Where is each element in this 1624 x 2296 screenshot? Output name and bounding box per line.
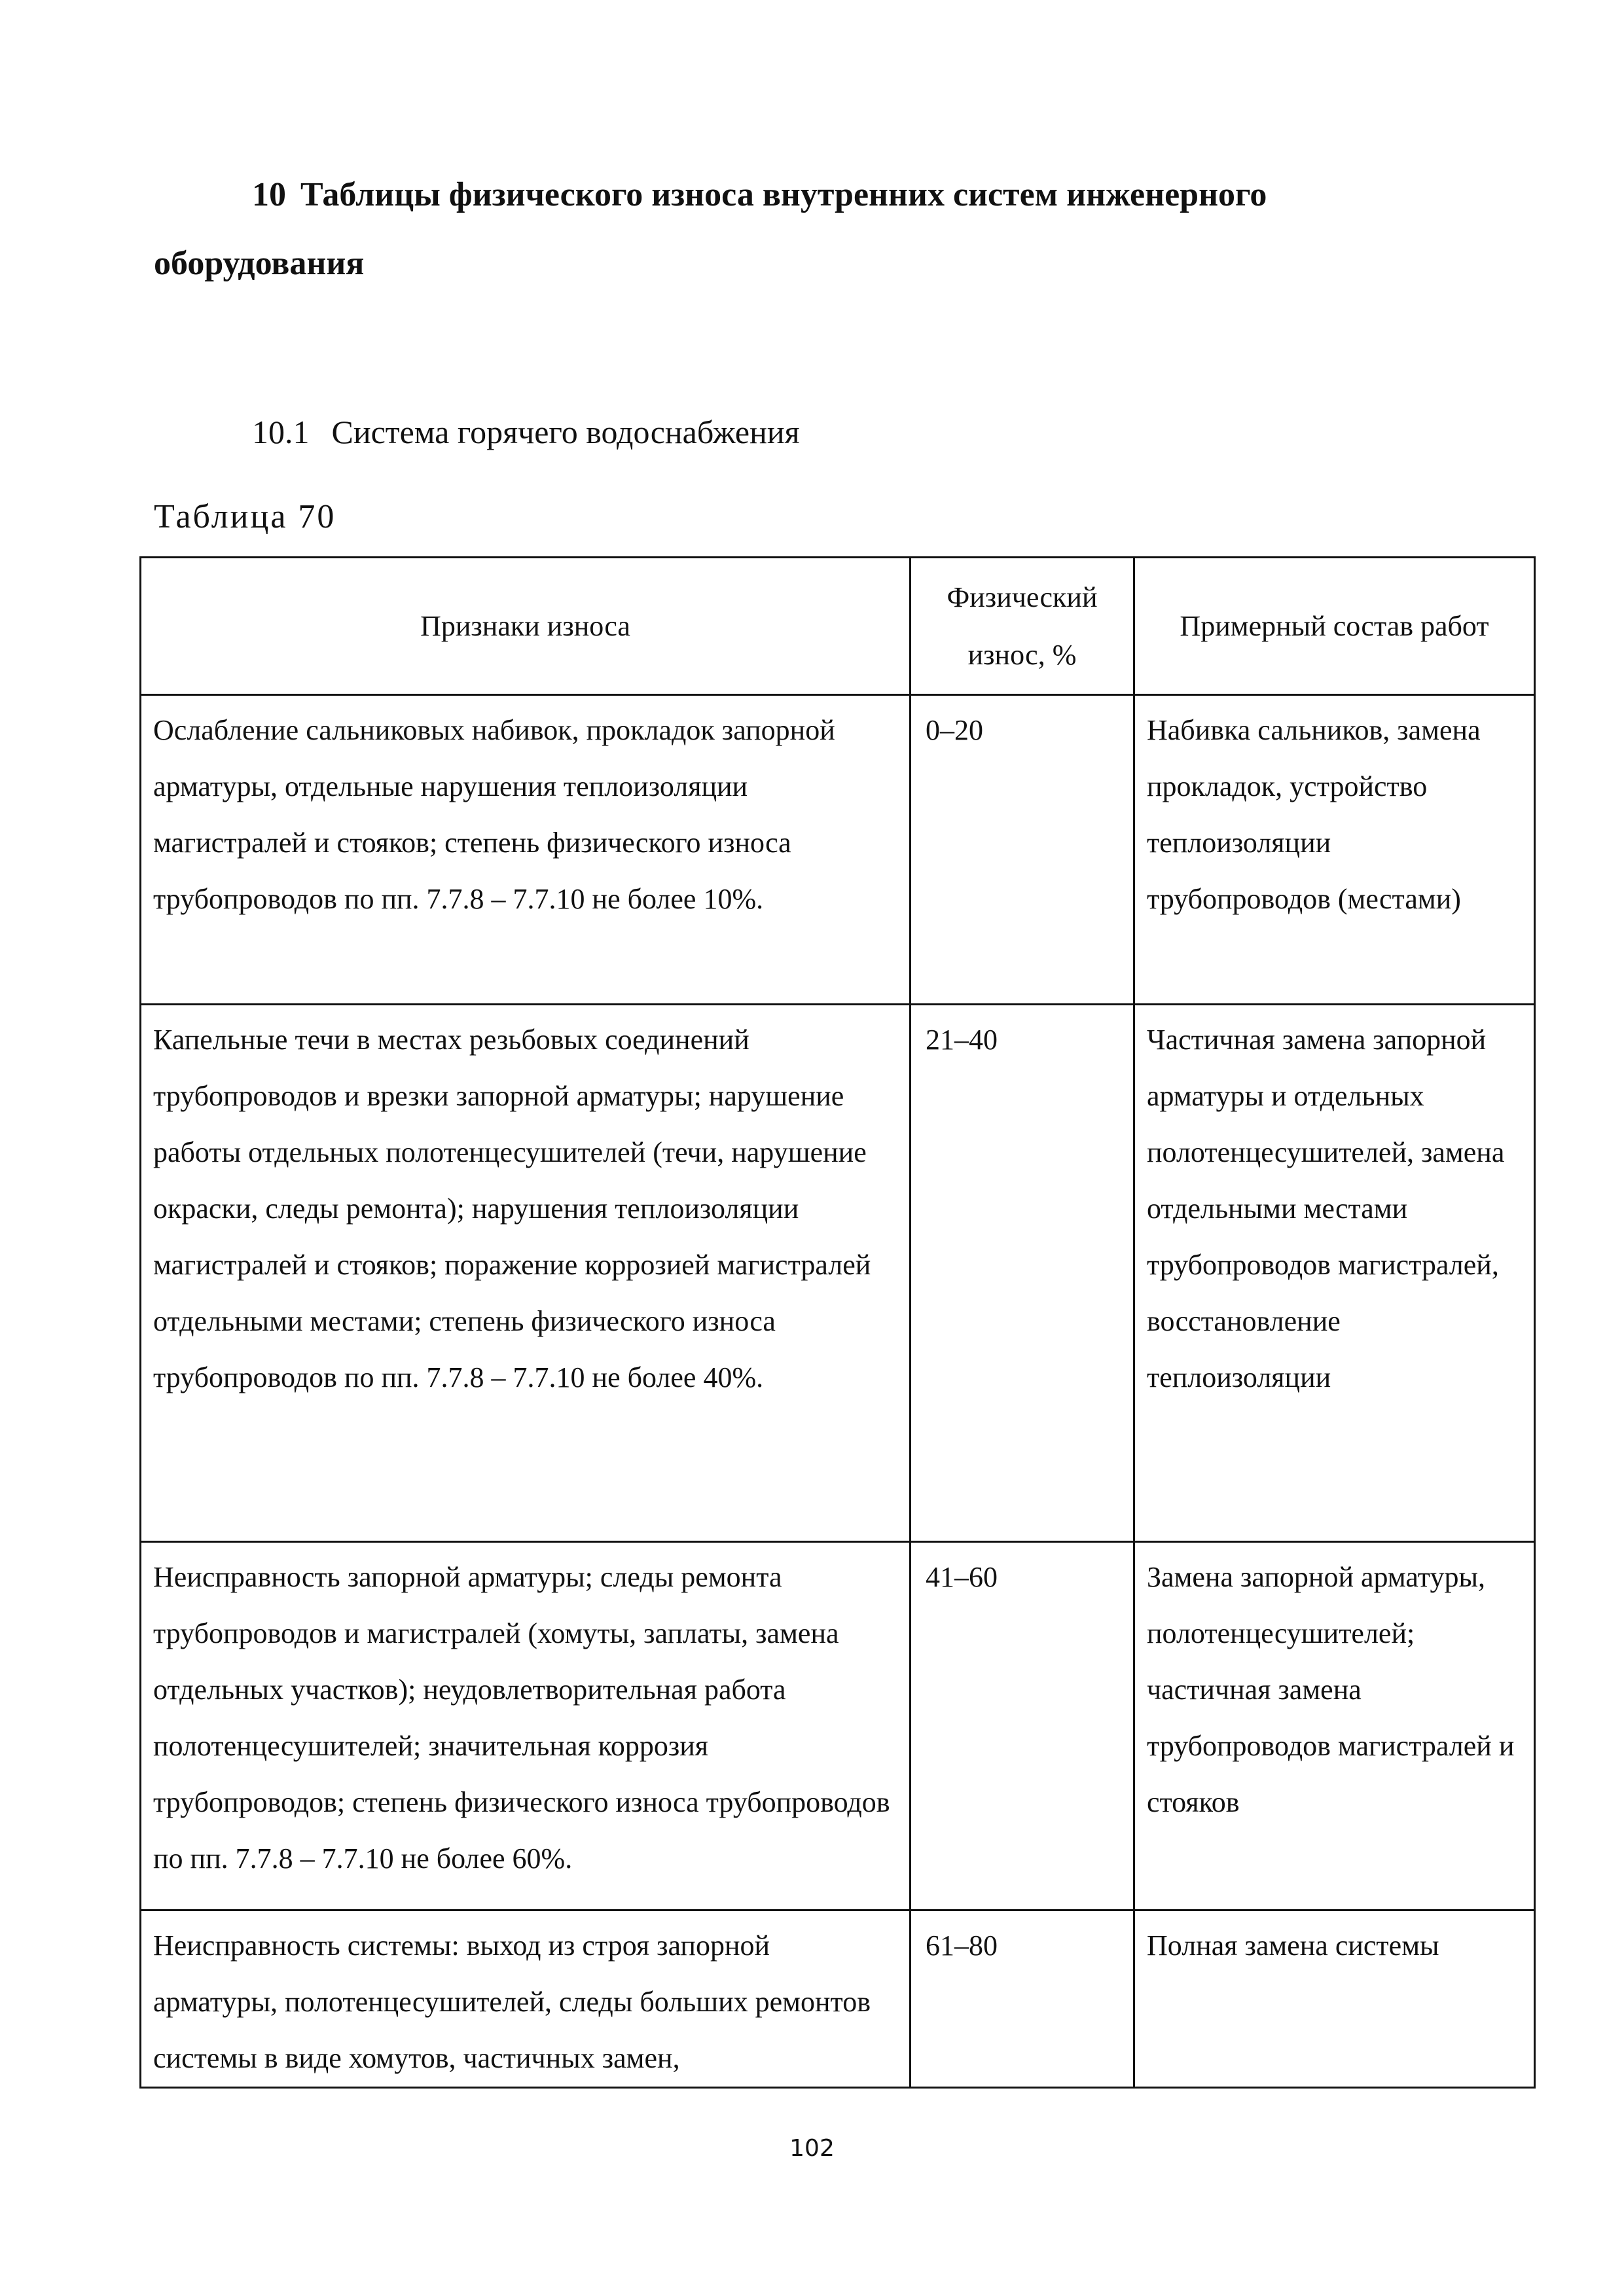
section-heading-line-1 [154, 160, 1463, 229]
page-number: 102 [789, 2135, 835, 2162]
cell-works: Набивка сальников, замена прокладок, устройство теплоизоляции трубопроводов (местами) [1134, 695, 1535, 1005]
cell-wear: 0–20 [911, 695, 1134, 1005]
section-title-part-2: оборудования [154, 245, 365, 282]
wear-table [139, 556, 1536, 2089]
cell-signs: Неисправность запорной арматуры; следы ремонта трубопроводов и магистралей (хомуты, заплаты, замена отдельных участков); неудовлетворительная работа полотенцесушителей; значительная коррозия трубопроводов; степень физического износа трубопроводов по пп. 7.7.8 – 7.7.10 не более 60%. [141, 1542, 911, 1910]
table-row [141, 1005, 1535, 1542]
cell-wear: 21–40 [911, 1005, 1134, 1542]
table-row [141, 695, 1535, 1005]
subsection-heading [252, 406, 800, 458]
table-row [141, 1910, 1535, 2088]
cell-works: Замена запорной арматуры, полотенцесушителей; частичная замена трубопроводов магистралей и стояков [1134, 1542, 1535, 1910]
cell-wear: 61–80 [911, 1910, 1134, 2088]
cell-signs: Ослабление сальниковых набивок, прокладок запорной арматуры, отдельные нарушения теплоизоляции магистралей и стояков; степень физического износа трубопроводов по пп. 7.7.8 – 7.7.10 не более 10%. [141, 695, 911, 1005]
header-works: Примерный состав работ [1134, 558, 1535, 695]
header-signs: Признаки износа [141, 558, 911, 695]
cell-signs: Неисправность системы: выход из строя запорной арматуры, полотенцесушителей, следы больших ремонтов системы в виде хомутов, частичных замен, [141, 1910, 911, 2088]
subsection-number: 10.1 [252, 414, 310, 450]
cell-works: Полная замена системы [1134, 1910, 1535, 2088]
section-heading [154, 160, 1463, 298]
header-wear-percent: Физический износ, % [911, 558, 1134, 695]
table-header-row [141, 558, 1535, 695]
table-row [141, 1542, 1535, 1910]
table-caption: Таблица 70 [154, 498, 336, 535]
subsection-title: Система горячего водоснабжения [331, 414, 800, 450]
cell-signs: Капельные течи в местах резьбовых соединений трубопроводов и врезки запорной арматуры; нарушение работы отдельных полотенцесушителей (течи, нарушение окраски, следы ремонта); нарушения теплоизоляции магистралей и стояков; поражение коррозией магистралей отдельными местами; степень физического износа трубопроводов по пп. 7.7.8 – 7.7.10 не более 40%. [141, 1005, 911, 1542]
section-number: 10 [252, 176, 286, 213]
cell-wear: 41–60 [911, 1542, 1134, 1910]
section-title-part-1: Таблицы физического износа внутренних систем инженерного [300, 176, 1267, 213]
cell-works: Частичная замена запорной арматуры и отдельных полотенцесушителей, замена отдельными местами трубопроводов магистралей, восстановление теплоизоляции [1134, 1005, 1535, 1542]
